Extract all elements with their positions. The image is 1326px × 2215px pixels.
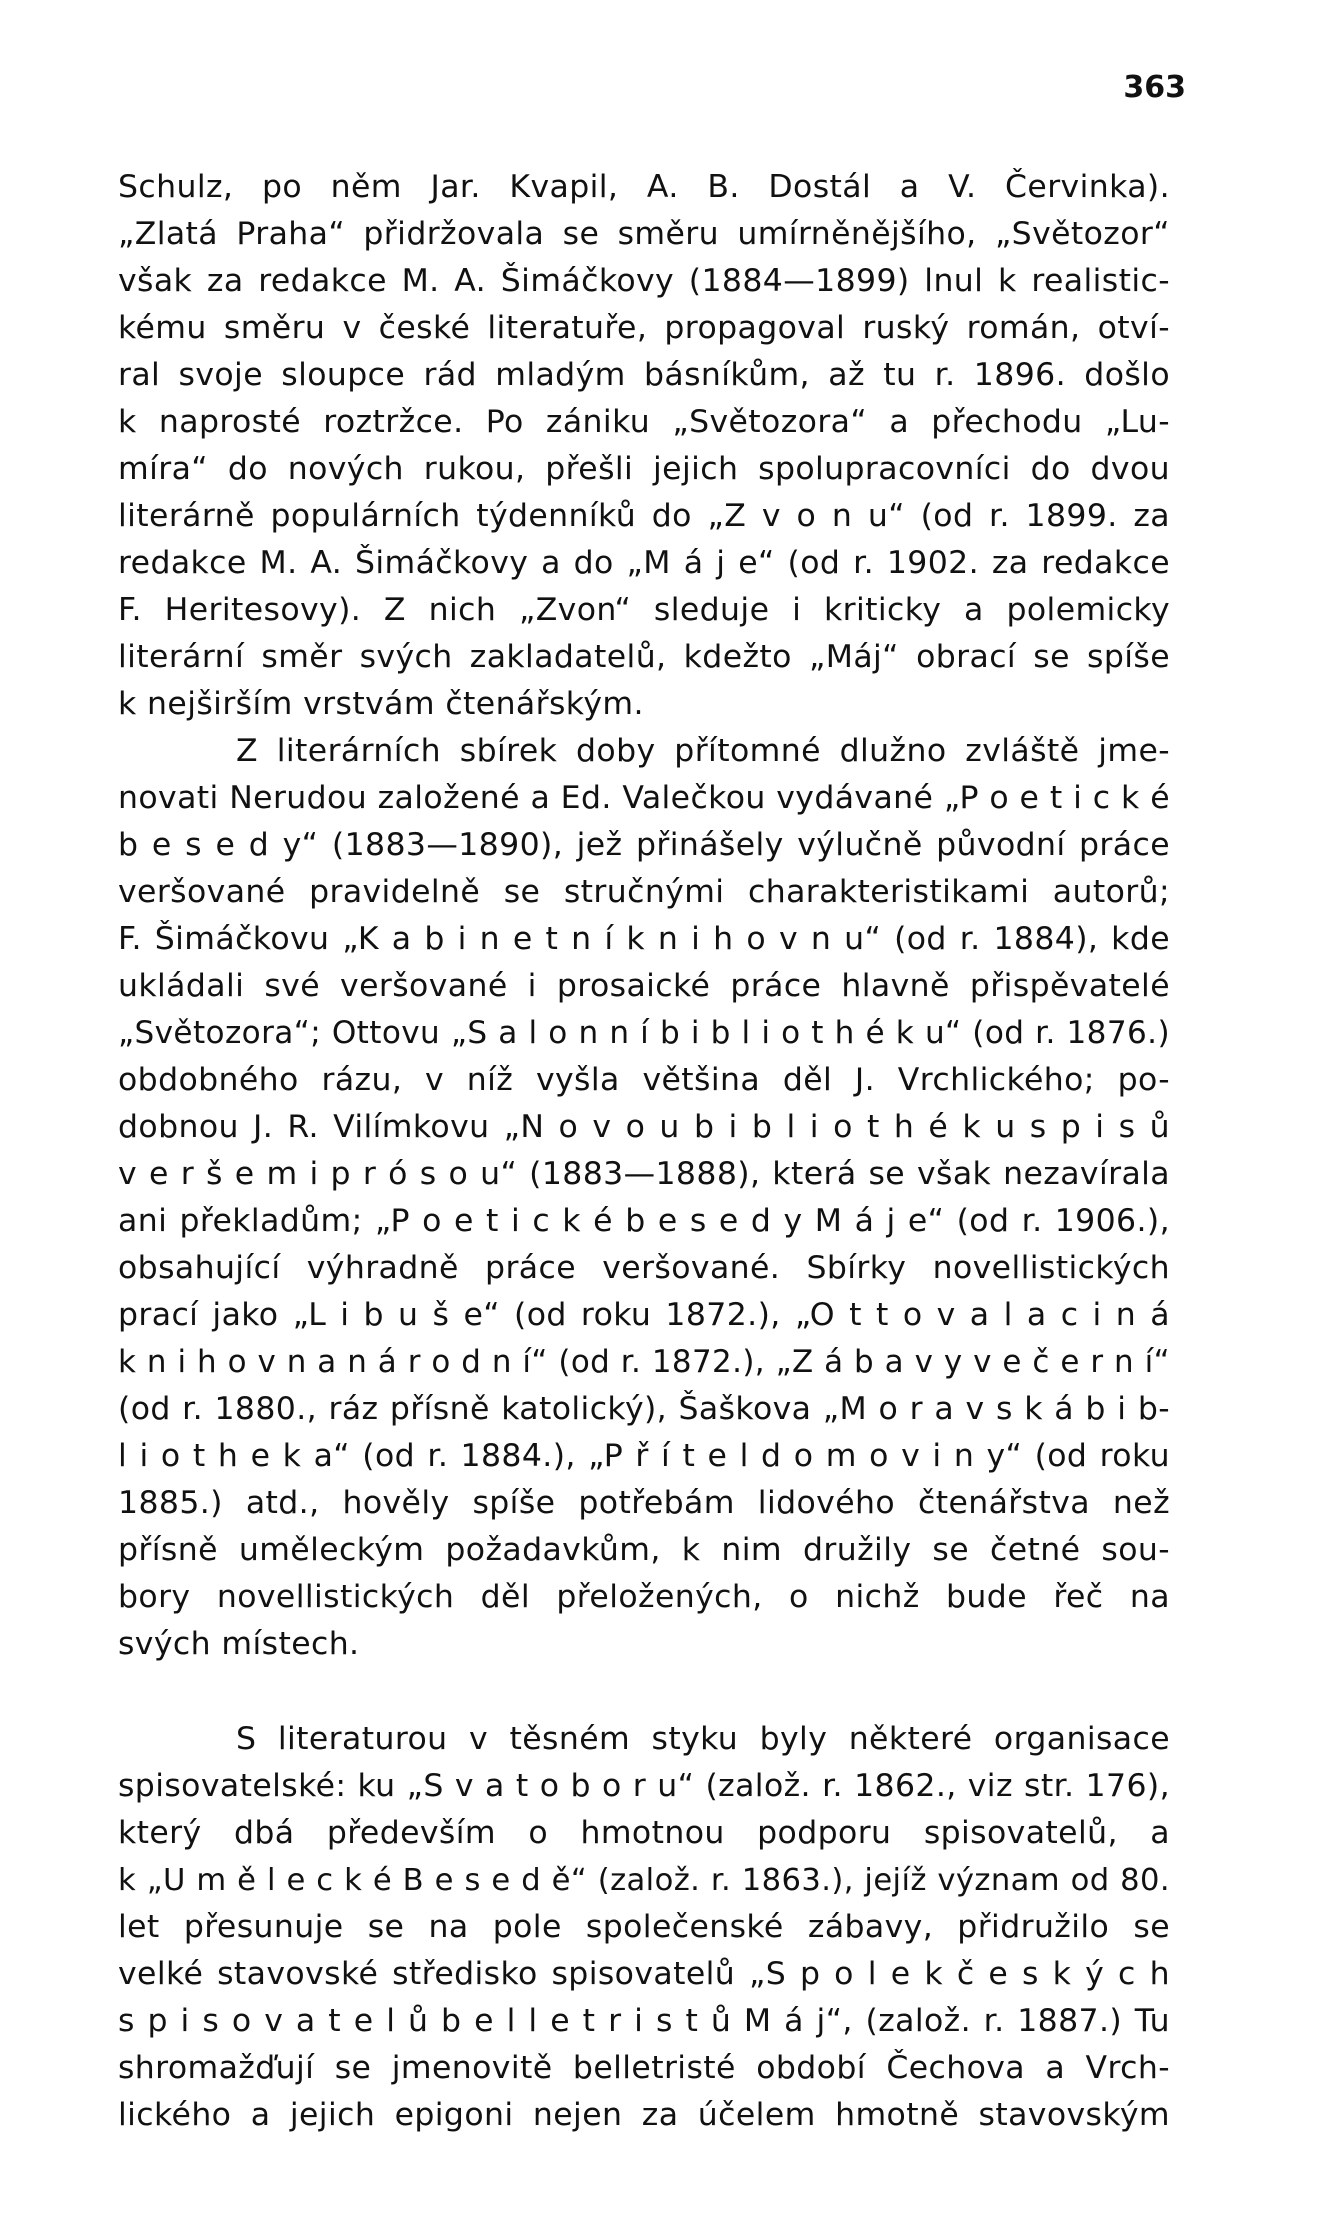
paragraph-gap <box>118 1668 1170 1716</box>
text-line: b e s e d y“ (1883—1890), jež přinášely výlučně původní práce <box>118 827 1170 863</box>
text-line: s p i s o v a t e l ů b e l l e t r i s t ů M á j“, (založ. r. 1887.) Tu <box>118 2003 1170 2039</box>
text-line: „Světozora“; Ottovu „S a l o n n í b i b l i o t h é k u“ (od r. 1876.) <box>118 1015 1170 1051</box>
text-line: let přesunuje se na pole společenské zábavy, přidružilo se <box>118 1909 1170 1945</box>
page-number: 363 <box>1123 70 1186 105</box>
text-line: F. Šimáčkovu „K a b i n e t n í k n i h o v n u“ (od r. 1884), kde <box>118 921 1170 957</box>
text-line: redakce M. A. Šimáčkovy a do „M á j e“ (od r. 1902. za redakce <box>118 545 1170 581</box>
text-line: literární směr svých zakladatelů, kdežto „Máj“ obrací se spíše <box>118 639 1170 675</box>
text-line: obdobného rázu, v níž vyšla většina děl J. Vrchlického; po- <box>118 1062 1170 1098</box>
text-line: (od r. 1880., ráz přísně katolický), Šaškova „M o r a v s k á b i b- <box>118 1391 1170 1427</box>
text-line: bory novellistických děl přeložených, o nichž bude řeč na <box>118 1579 1170 1615</box>
text-line: prací jako „L i b u š e“ (od roku 1872.), „O t t o v a l a c i n á <box>118 1297 1170 1333</box>
text-line: k n i h o v n a n á r o d n í“ (od r. 1872.), „Z á b a v y v e č e r n í“ <box>118 1344 1170 1380</box>
text-line: který dbá především o hmotnou podporu spisovatelů, a <box>118 1815 1170 1851</box>
text-line: Schulz, po něm Jar. Kvapil, A. B. Dostál a V. Červinka). <box>118 169 1170 205</box>
text-line: novati Nerudou založené a Ed. Valečkou vydávané „P o e t i c k é <box>118 780 1170 816</box>
text-line: přísně uměleckým požadavkům, k nim družily se četné sou- <box>118 1532 1170 1568</box>
text-line: ral svoje sloupce rád mladým básníkům, až tu r. 1896. došlo <box>118 357 1170 393</box>
text-line: „Zlatá Praha“ přidržovala se směru umírněnějšího, „Světozor“ <box>118 216 1170 252</box>
text-line: k nejširším vrstvám čtenářským. <box>118 686 644 722</box>
text-line: velké stavovské středisko spisovatelů „S p o l e k č e s k ý c h <box>118 1956 1170 1992</box>
text-line: shromažďují se jmenovitě belletristé období Čechova a Vrch- <box>118 2050 1170 2086</box>
text-line: svých místech. <box>118 1626 360 1662</box>
text-line: literárně populárních týdenníků do „Z v o n u“ (od r. 1899. za <box>118 498 1170 534</box>
text-line: ukládali své veršované i prosaické práce hlavně přispěvatelé <box>118 968 1170 1004</box>
text-line: míra“ do nových rukou, přešli jejich spolupracovníci do dvou <box>118 451 1170 487</box>
text-line: obsahující výhradně práce veršované. Sbírky novellistických <box>118 1250 1170 1286</box>
text-line: k „U m ě l e c k é B e s e d ě“ (založ. r. 1863.), jejíž význam od 80. <box>118 1863 1170 1898</box>
text-line: S literaturou v těsném styku byly některé organisace <box>236 1721 1170 1757</box>
text-line: ani překladům; „P o e t i c k é b e s e d y M á j e“ (od r. 1906.), <box>118 1203 1170 1239</box>
text-line: F. Heritesovy). Z nich „Zvon“ sleduje i kriticky a polemicky <box>118 592 1170 628</box>
text-line: Z literárních sbírek doby přítomné dlužno zvláště jme- <box>236 733 1170 769</box>
text-line: 1885.) atd., hověly spíše potřebám lidového čtenářstva než <box>118 1485 1170 1521</box>
text-line: l i o t h e k a“ (od r. 1884.), „P ř í t e l d o m o v i n y“ (od roku <box>118 1438 1170 1474</box>
text-line: v e r š e m i p r ó s o u“ (1883—1888), která se však nezavírala <box>118 1156 1170 1192</box>
text-line: spisovatelské: ku „S v a t o b o r u“ (založ. r. 1862., viz str. 176), <box>118 1768 1170 1804</box>
body-text <box>118 164 1170 2139</box>
text-line: veršované pravidelně se stručnými charakteristikami autorů; <box>118 874 1170 910</box>
text-line: však za redakce M. A. Šimáčkovy (1884—1899) lnul k realistic- <box>118 263 1170 299</box>
text-line: lického a jejich epigoni nejen za účelem hmotně stavovským <box>118 2097 1170 2133</box>
text-line: kému směru v české literatuře, propagoval ruský román, otví- <box>118 310 1170 346</box>
text-line: dobnou J. R. Vilímkovu „N o v o u b i b l i o t h é k u s p i s ů <box>118 1109 1170 1145</box>
text-line: k naprosté roztržce. Po zániku „Světozora“ a přechodu „Lu- <box>118 404 1170 440</box>
